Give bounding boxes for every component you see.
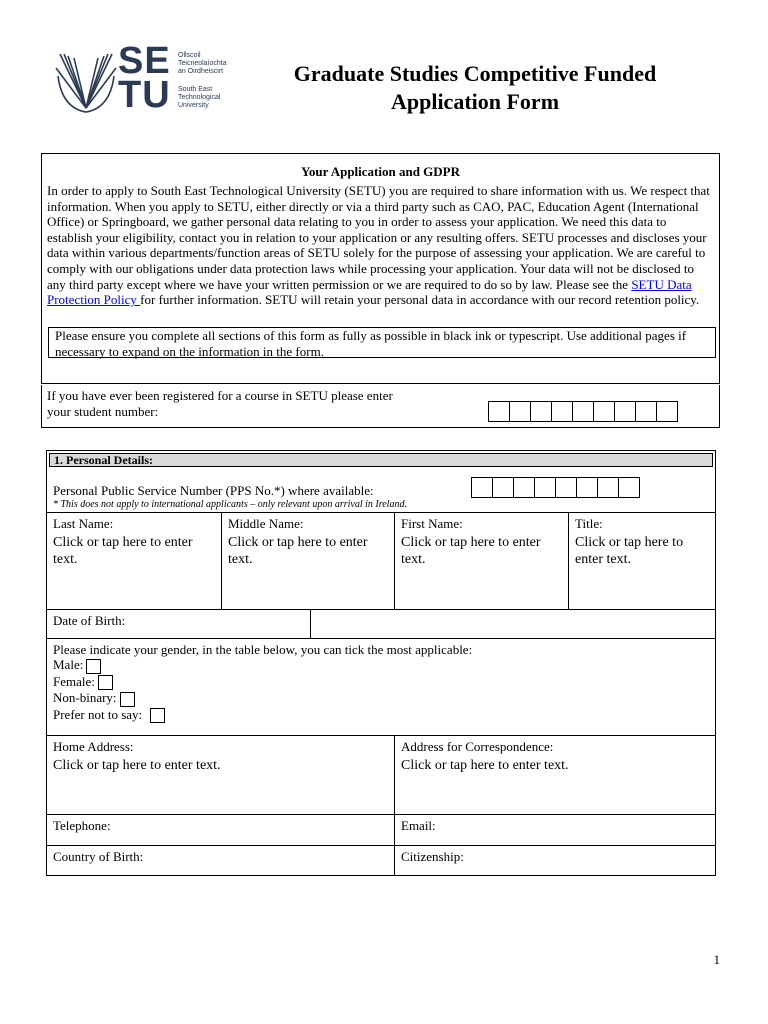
- setu-logo: [54, 40, 234, 126]
- gender-option-prefer-not: Prefer not to say:: [53, 707, 709, 724]
- pps-note: * This does not apply to international applicants – only relevant upon arrival in Ireland.: [53, 499, 407, 510]
- digit-box[interactable]: [597, 477, 619, 498]
- male-checkbox[interactable]: [86, 659, 101, 674]
- page-title: Graduate Studies Competitive Funded Application Form: [293, 61, 657, 114]
- digit-box[interactable]: [593, 401, 615, 422]
- digit-box[interactable]: [513, 477, 535, 498]
- setu-emblem-icon: [54, 46, 118, 126]
- gender-option-non-binary: Non-binary:: [53, 690, 709, 707]
- logo-irish-name: Ollscoil Teicneolaíochta an Oirdheiscirt: [178, 52, 227, 75]
- logo-letters-top: SE: [118, 40, 171, 82]
- female-checkbox[interactable]: [98, 675, 113, 690]
- digit-box[interactable]: [530, 401, 552, 422]
- digit-box[interactable]: [618, 477, 640, 498]
- pps-label: Personal Public Service Number (PPS No.*) where available:: [53, 483, 374, 498]
- student-number-section: [41, 385, 720, 428]
- title-field[interactable]: Title: Click or tap here to enter text.: [568, 513, 716, 609]
- middle-name-field[interactable]: Middle Name: Click or tap here to enter text.: [221, 513, 395, 609]
- digit-box[interactable]: [656, 401, 678, 422]
- digit-box[interactable]: [576, 477, 598, 498]
- digit-box[interactable]: [551, 401, 573, 422]
- gdpr-notice: [41, 153, 720, 384]
- digit-box[interactable]: [635, 401, 657, 422]
- digit-box[interactable]: [488, 401, 510, 422]
- names-row: [47, 512, 715, 609]
- gdpr-heading: Your Application and GDPR: [300, 164, 461, 179]
- digit-box[interactable]: [572, 401, 594, 422]
- gender-option-female: Female:: [53, 674, 709, 691]
- digit-box[interactable]: [555, 477, 577, 498]
- address-row: [47, 735, 715, 814]
- pps-number-field[interactable]: [472, 477, 640, 498]
- page-number: 1: [713, 952, 720, 967]
- logo-letters-bottom: TU: [118, 74, 171, 116]
- last-name-field[interactable]: Last Name: Click or tap here to enter text.: [53, 516, 193, 567]
- personal-details-form: [46, 450, 716, 876]
- gender-row: [47, 638, 715, 735]
- digit-box[interactable]: [471, 477, 493, 498]
- digit-box[interactable]: [534, 477, 556, 498]
- gender-prompt: Please indicate your gender, in the table below, you can tick the most applicable:: [53, 642, 473, 657]
- digit-box[interactable]: [509, 401, 531, 422]
- section-title: 1. Personal Details:: [49, 453, 713, 467]
- non-binary-checkbox[interactable]: [120, 692, 135, 707]
- gender-option-male: Male:: [53, 657, 709, 674]
- dob-field[interactable]: [310, 610, 716, 638]
- country-of-birth-field[interactable]: Country of Birth:: [53, 849, 144, 864]
- citizenship-field[interactable]: Citizenship:: [394, 846, 716, 876]
- contact-row: [47, 814, 715, 845]
- gdpr-text: In order to apply to South East Technological University (SETU) you are required to share information with us. We respect that information. When you apply to SETU, either directly or via a third party such as CAO, PAC, Education Agent (International Office) or Springboard, we gather personal data relating to you in order to assess your application. We need this data to establish your eligibility, contact you in relation to your application or any resulting offers. SETU processes and discloses your data within various departments/function areas of SETU solely for the purpose of assessing your application. We are careful to comply with our obligations under data protection laws while processing your application. Your data will not be disclosed to any third party except where we have your written permission or we are required to do so by law. Please see the SETU Data Protection Policy for further information. SETU will retain your personal data in accordance with our record retention policy.: [47, 183, 710, 308]
- prefer-not-to-say-checkbox[interactable]: [150, 708, 165, 723]
- digit-box[interactable]: [492, 477, 514, 498]
- home-address-field[interactable]: Home Address: Click or tap here to enter text.: [53, 739, 221, 773]
- telephone-field[interactable]: Telephone:: [53, 818, 111, 833]
- email-field[interactable]: Email:: [394, 815, 716, 845]
- data-protection-policy-link[interactable]: SETU Data Protection Policy: [47, 276, 692, 308]
- digit-box[interactable]: [614, 401, 636, 422]
- dob-label: Date of Birth:: [53, 613, 126, 628]
- first-name-field[interactable]: First Name: Click or tap here to enter text.: [394, 513, 568, 609]
- student-number-label: If you have ever been registered for a course in SETU please enter your student number:: [47, 388, 393, 419]
- nationality-row: [47, 845, 715, 876]
- correspondence-address-field[interactable]: Address for Correspondence: Click or tap here to enter text.: [394, 736, 716, 814]
- student-number-field[interactable]: [489, 401, 678, 422]
- form-instructions-note: Please ensure you complete all sections of this form as fully as possible in black ink or typescript. Use additional pages if necessary to expand on the information in the form.: [48, 327, 716, 358]
- dob-row: [47, 609, 715, 638]
- logo-english-name: South East Technological University: [178, 86, 221, 109]
